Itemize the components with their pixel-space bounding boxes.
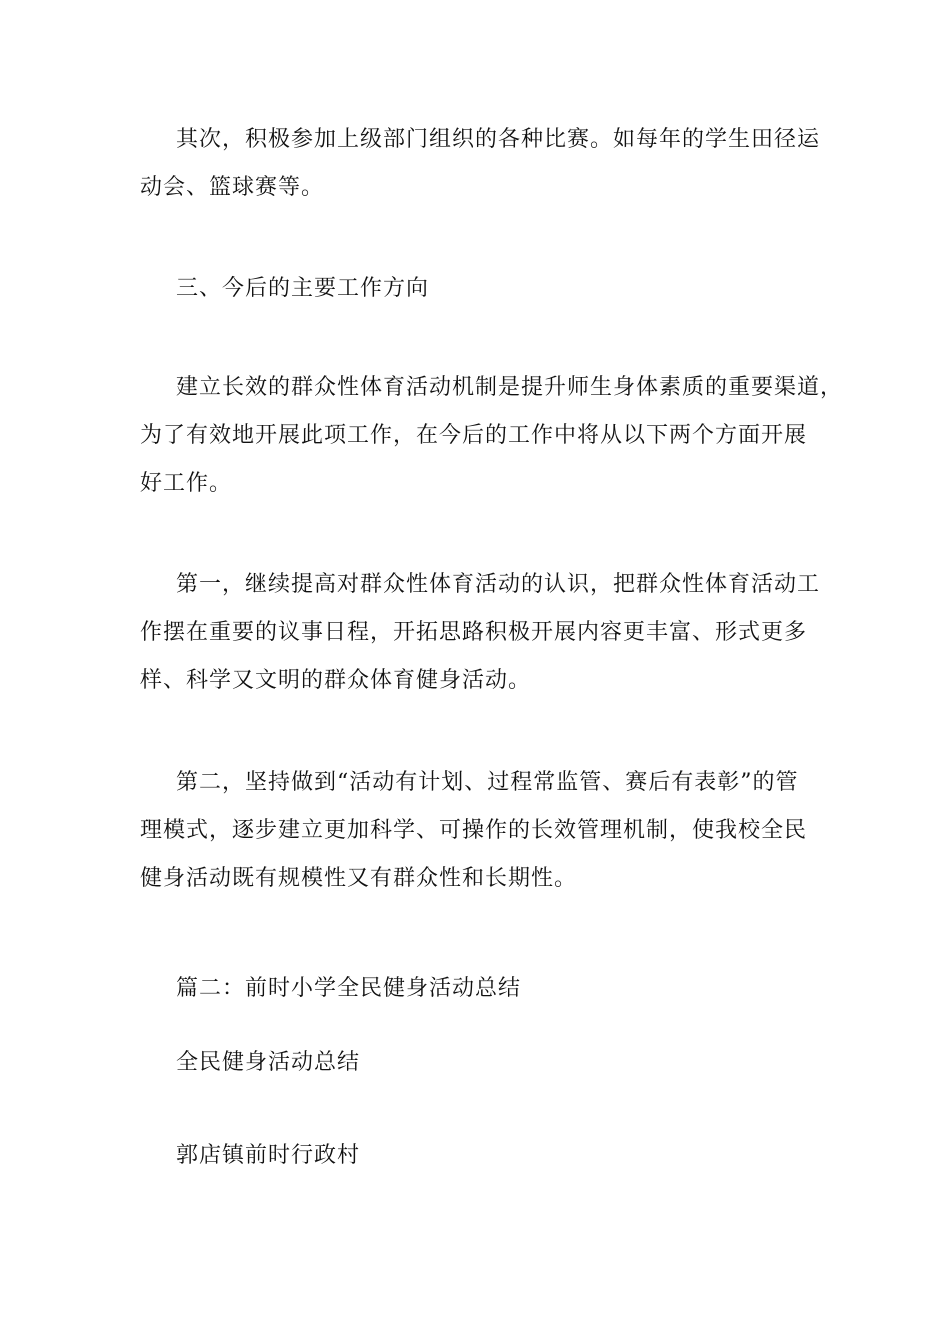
paragraph-first-point: [140, 561, 821, 705]
paragraph-line: 好工作。: [140, 471, 233, 496]
paragraph-line: 样、科学又文明的群众体育健身活动。: [140, 668, 532, 693]
paragraph-line: 其次，积极参加上级部门组织的各种比赛。如每年的学生田径运: [176, 127, 821, 152]
paragraph-line: 建立长效的群众性体育活动机制是提升师生身体素质的重要渠道，: [176, 375, 844, 400]
section-title-text: 篇二：前时小学全民健身活动总结: [176, 976, 522, 1001]
document-title: [140, 1039, 812, 1087]
paragraph-line: 动会、篮球赛等。: [140, 175, 325, 200]
document-title-text: 全民健身活动总结: [176, 1050, 361, 1075]
heading-text: 三、今后的主要工作方向: [176, 276, 430, 301]
paragraph-line: 理模式，逐步建立更加科学、可操作的长效管理机制，使我校全民: [140, 818, 808, 843]
paragraph-second-point: [140, 759, 812, 903]
paragraph-line: 第一，继续提高对群众性体育活动的认识，把群众性体育活动工: [176, 572, 821, 597]
paragraph-line: 作摆在重要的议事日程，开拓思路积极开展内容更丰富、形式更多: [140, 620, 808, 645]
location-line: [140, 1132, 812, 1180]
location-text: 郭店镇前时行政村: [176, 1143, 361, 1168]
paragraph-line: 为了有效地开展此项工作，在今后的工作中将从以下两个方面开展: [140, 423, 808, 448]
heading-future-direction: [140, 265, 812, 313]
paragraph-line: 第二，坚持做到“活动有计划、过程常监管、赛后有表彰”的管: [176, 770, 799, 795]
section-title: [140, 965, 812, 1013]
paragraph-line: 健身活动既有规模性又有群众性和长期性。: [140, 866, 578, 891]
paragraph-mechanism: [140, 364, 844, 508]
paragraph-competitions: [140, 116, 821, 212]
